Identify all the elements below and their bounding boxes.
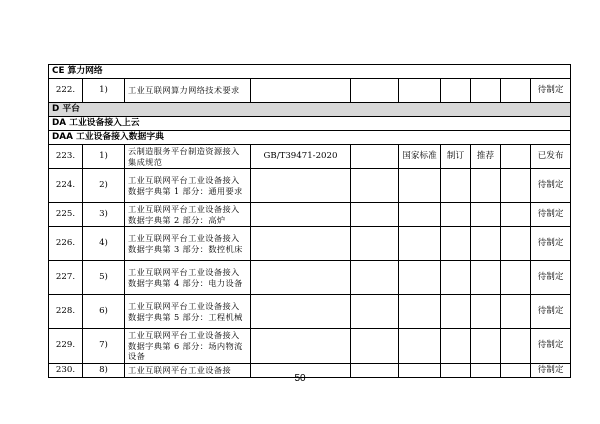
table-row — [49, 145, 571, 169]
row-sub-index: 3) — [83, 203, 125, 227]
standard-status: 待制定 — [531, 295, 571, 329]
blank-cell — [501, 261, 531, 295]
blank-cell — [501, 79, 531, 103]
standard-category — [471, 169, 501, 203]
standard-category: 推荐 — [471, 145, 501, 169]
standard-type — [441, 203, 471, 227]
blank-cell — [351, 329, 399, 364]
blank-cell — [351, 295, 399, 329]
standard-status: 待制定 — [531, 329, 571, 364]
standard-category — [471, 295, 501, 329]
standard-code — [251, 79, 351, 103]
standard-level — [399, 261, 441, 295]
standard-type — [441, 261, 471, 295]
table-row — [49, 261, 571, 295]
standard-level — [399, 329, 441, 364]
standard-name: 工业互联网算力网络技术要求 — [125, 79, 251, 103]
section-row-daa — [49, 131, 571, 145]
standard-name: 云制造服务平台制造资源接入集成规范 — [125, 145, 251, 169]
row-number: 228. — [49, 295, 83, 329]
standard-category — [471, 203, 501, 227]
standard-name: 工业互联网平台工业设备接入数据字典第 1 部分：通用要求 — [125, 169, 251, 203]
standard-type — [441, 227, 471, 261]
standard-code — [251, 227, 351, 261]
standard-name: 工业互联网平台工业设备接 — [125, 363, 251, 377]
blank-cell — [351, 79, 399, 103]
standard-level — [399, 79, 441, 103]
row-sub-index: 5) — [83, 261, 125, 295]
standard-status: 待制定 — [531, 79, 571, 103]
table-row — [49, 295, 571, 329]
standard-category — [471, 261, 501, 295]
standard-type — [441, 169, 471, 203]
blank-cell — [501, 295, 531, 329]
row-sub-index: 1) — [83, 145, 125, 169]
standard-level — [399, 169, 441, 203]
blank-cell — [501, 145, 531, 169]
standard-level — [399, 203, 441, 227]
standard-status: 待制定 — [531, 169, 571, 203]
table-row — [49, 227, 571, 261]
standard-code — [251, 203, 351, 227]
standard-code — [251, 261, 351, 295]
row-number: 230. — [49, 363, 83, 377]
standard-status: 已发布 — [531, 145, 571, 169]
standard-status: 待制定 — [531, 227, 571, 261]
blank-cell — [351, 261, 399, 295]
section-header-daa: DAA 工业设备接入数据字典 — [49, 131, 571, 145]
section-row-ce — [49, 65, 571, 79]
standard-type — [441, 295, 471, 329]
standard-code — [251, 169, 351, 203]
blank-cell — [501, 203, 531, 227]
standard-name: 工业互联网平台工业设备接入数据字典第 6 部分：场内物流设备 — [125, 329, 251, 364]
standard-type: 制订 — [441, 145, 471, 169]
standard-category — [471, 329, 501, 364]
standard-level: 国家标准 — [399, 145, 441, 169]
standard-category — [471, 227, 501, 261]
section-header-ce: CE 算力网络 — [49, 65, 571, 79]
table-row — [49, 203, 571, 227]
row-sub-index: 4) — [83, 227, 125, 261]
standard-status: 待制定 — [531, 203, 571, 227]
section-header-da: DA 工业设备接入上云 — [49, 117, 571, 131]
table-row — [49, 329, 571, 364]
blank-cell — [351, 145, 399, 169]
blank-cell — [501, 169, 531, 203]
row-number: 227. — [49, 261, 83, 295]
standard-status: 待制定 — [531, 363, 571, 377]
standard-type — [441, 329, 471, 364]
standard-status: 待制定 — [531, 261, 571, 295]
blank-cell — [501, 227, 531, 261]
blank-cell — [351, 169, 399, 203]
standard-name: 工业互联网平台工业设备接入数据字典第 2 部分：高炉 — [125, 203, 251, 227]
blank-cell — [351, 203, 399, 227]
standard-type — [441, 79, 471, 103]
row-sub-index: 8) — [83, 363, 125, 377]
row-sub-index: 2) — [83, 169, 125, 203]
standard-code: GB/T39471-2020 — [251, 145, 351, 169]
standard-name: 工业互联网平台工业设备接入数据字典第 4 部分：电力设备 — [125, 261, 251, 295]
row-number: 225. — [49, 203, 83, 227]
standards-table — [48, 64, 571, 378]
row-sub-index: 1) — [83, 79, 125, 103]
table-row — [49, 79, 571, 103]
row-sub-index: 6) — [83, 295, 125, 329]
table-row — [49, 169, 571, 203]
page-number: 50 — [294, 373, 306, 384]
standard-name: 工业互联网平台工业设备接入数据字典第 3 部分：数控机床 — [125, 227, 251, 261]
standard-name: 工业互联网平台工业设备接入数据字典第 5 部分：工程机械 — [125, 295, 251, 329]
blank-cell — [351, 227, 399, 261]
row-sub-index: 7) — [83, 329, 125, 364]
section-row-d — [49, 103, 571, 117]
row-number: 226. — [49, 227, 83, 261]
row-number: 224. — [49, 169, 83, 203]
row-number: 223. — [49, 145, 83, 169]
section-header-d: D 平台 — [49, 103, 571, 117]
row-number: 222. — [49, 79, 83, 103]
section-row-da — [49, 117, 571, 131]
standard-category — [471, 79, 501, 103]
standard-level — [399, 295, 441, 329]
blank-cell — [501, 329, 531, 364]
standard-level — [399, 227, 441, 261]
standard-code — [251, 329, 351, 364]
row-number: 229. — [49, 329, 83, 364]
standard-code — [251, 295, 351, 329]
